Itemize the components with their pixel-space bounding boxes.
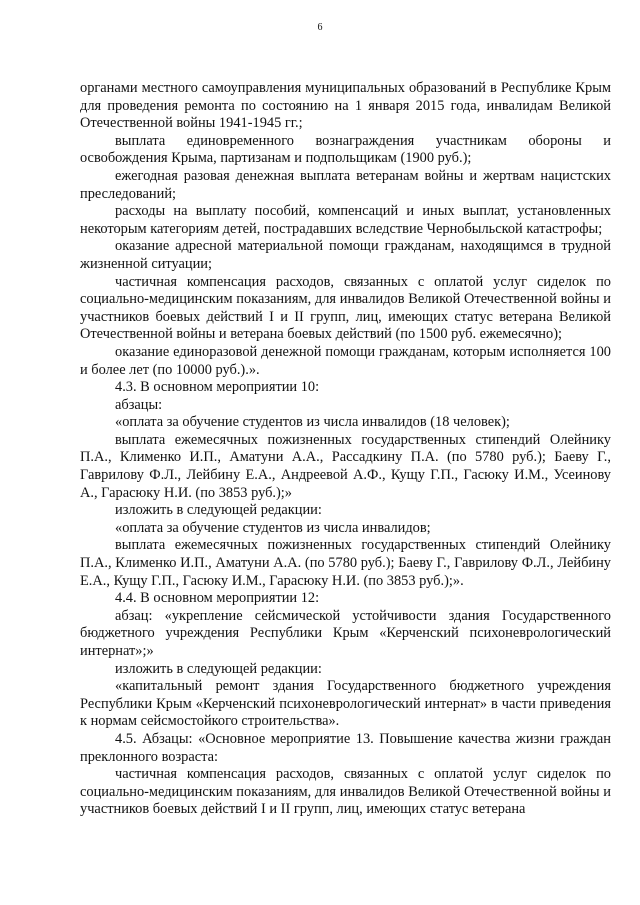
document-body: [80, 80, 611, 819]
paragraph: частичная компенсация расходов, связанных с оплатой услуг сиделок по социально-медицинским показаниям, для инвалидов Великой Отечественной войны и участников боевых действий I и II групп, лиц, имеющих статус ветерана: [80, 766, 611, 818]
section-heading: 4.3. В основном мероприятии 10:: [115, 379, 320, 396]
paragraph: оказание адресной материальной помощи гражданам, находящимся в трудной жизненной ситуации;: [80, 238, 611, 272]
paragraph: расходы на выплату пособий, компенсаций и иных выплат, установленных некоторым категориям детей, пострадавших вследствие Чернобыльской катастрофы;: [80, 203, 611, 237]
section-heading: 4.5. Абзацы: «Основное мероприятие 13. Повышение качества жизни граждан преклонного возраста:: [80, 730, 611, 765]
paragraph: выплата единовременного вознаграждения участникам обороны и освобождения Крыма, партизанам и подпольщикам (1900 руб.);: [80, 132, 611, 167]
paragraph: абзацы:: [115, 396, 163, 413]
paragraph: «оплата за обучение студентов из числа инвалидов;: [115, 519, 431, 536]
paragraph: частичная компенсация расходов, связанных с оплатой услуг сиделок по социально-медицинским показаниям, для инвалидов Великой Отечественной войны и участников боевых действий I и II групп, лиц, имеющих статус ветерана Великой Отечественной войны и ветерана боевых действий (по 1500 руб. ежемесячно);: [80, 273, 611, 343]
paragraph: изложить в следующей редакции:: [115, 660, 322, 677]
section-heading: 4.4. В основном мероприятии 12:: [115, 590, 320, 607]
paragraph: ежегодная разовая денежная выплата ветеранам войны и жертвам нацистских преследований;: [80, 167, 611, 202]
paragraph: органами местного самоуправления муниципальных образований в Республике Крым для проведения ремонта по состоянию на 1 января 2015 года, инвалидам Великой Отечественной войны 1941-1945 гг.;: [80, 80, 611, 132]
page-number: 6: [317, 22, 323, 33]
paragraph: оказание единоразовой денежной помощи гражданам, которым исполняется 100 и более лет (по 10000 руб.).».: [80, 343, 611, 378]
paragraph: абзац: «укрепление сейсмической устойчивости здания Государственного бюджетного учреждения Республики Крым «Керченский психоневрологический интернат»;»: [80, 607, 611, 659]
paragraph: изложить в следующей редакции:: [115, 502, 322, 519]
paragraph: «капитальный ремонт здания Государственного бюджетного учреждения Республики Крым «Керченский психоневрологический интернат» в части приведения к нормам сейсмостойкого строительства».: [80, 678, 611, 730]
paragraph: «оплата за обучение студентов из числа инвалидов (18 человек);: [115, 414, 510, 431]
paragraph: выплата ежемесячных пожизненных государственных стипендий Олейнику П.А., Клименко И.П., Аматуни А.А. (по 5780 руб.); Баеву Г., Гаврилову Ф.Л., Лейбину Е.А., Кущу Г.П., Гасюку И.М., Гарасюку Н.И. (по 3853 руб.);».: [80, 537, 611, 589]
paragraph: выплата ежемесячных пожизненных государственных стипендий Олейнику П.А., Клименко И.П., Аматуни А.А., Рассадкину П.А. (по 5780 руб.); Баеву Г., Гаврилову Ф.Л., Лейбину Е.А., Андреевой А.Ф., Кущу Г.П., Гасюку И.М., Усеинову А., Гарасюку Н.И. (по 3853 руб.);»: [80, 431, 611, 501]
